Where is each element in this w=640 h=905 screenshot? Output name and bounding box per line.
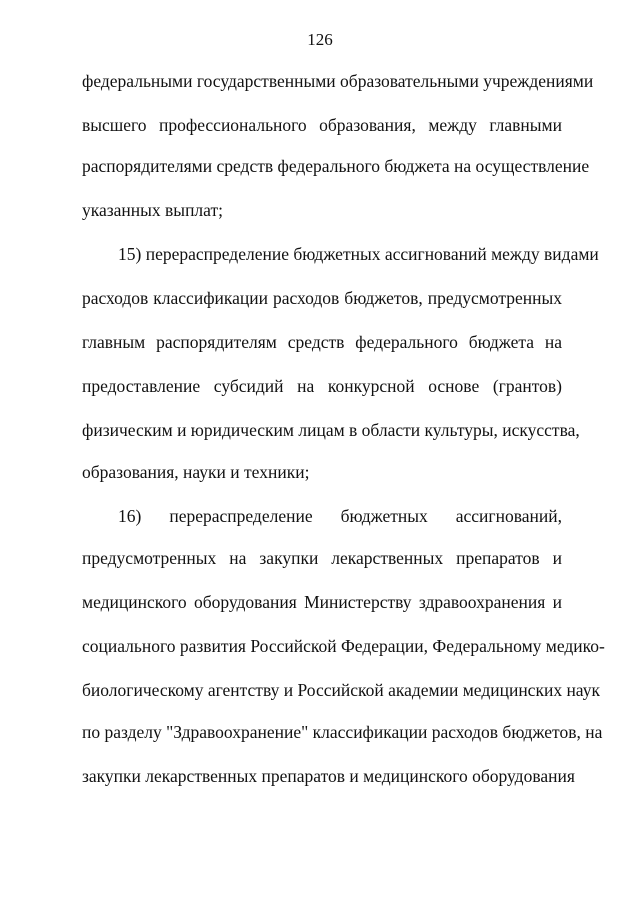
text-line: федеральными государственными образовательными учреждениями <box>82 71 594 91</box>
text-line: указанных выплат; <box>82 200 223 220</box>
text-line: закупки лекарственных препаратов и медицинского оборудования <box>82 766 575 786</box>
text-line: 16) перераспределение бюджетных ассигнований, <box>118 506 562 526</box>
text-line: главным распорядителям средств федерального бюджета на <box>82 332 562 352</box>
text-line: расходов классификации расходов бюджетов, предусмотренных <box>82 288 562 308</box>
text-line: социального развития Российской Федерации, Федеральному медико- <box>82 636 605 656</box>
text-line: распорядителями средств федерального бюджета на осуществление <box>82 156 590 176</box>
text-line: предоставление субсидий на конкурсной основе (грантов) <box>82 376 562 396</box>
text-line: биологическому агентству и Российской академии медицинских наук <box>82 680 600 700</box>
text-line: предусмотренных на закупки лекарственных препаратов и <box>82 548 562 568</box>
page-number: 126 <box>307 30 333 49</box>
text-line: высшего профессионального образования, между главными <box>82 115 562 135</box>
text-line: физическим и юридическим лицам в области культуры, искусства, <box>82 420 580 440</box>
text-line: 15) перераспределение бюджетных ассигнований между видами <box>118 244 599 264</box>
text-line: образования, науки и техники; <box>82 462 310 482</box>
text-line: по разделу "Здравоохранение" классификации расходов бюджетов, на <box>82 722 603 742</box>
text-line: медицинского оборудования Министерству здравоохранения и <box>82 592 562 612</box>
